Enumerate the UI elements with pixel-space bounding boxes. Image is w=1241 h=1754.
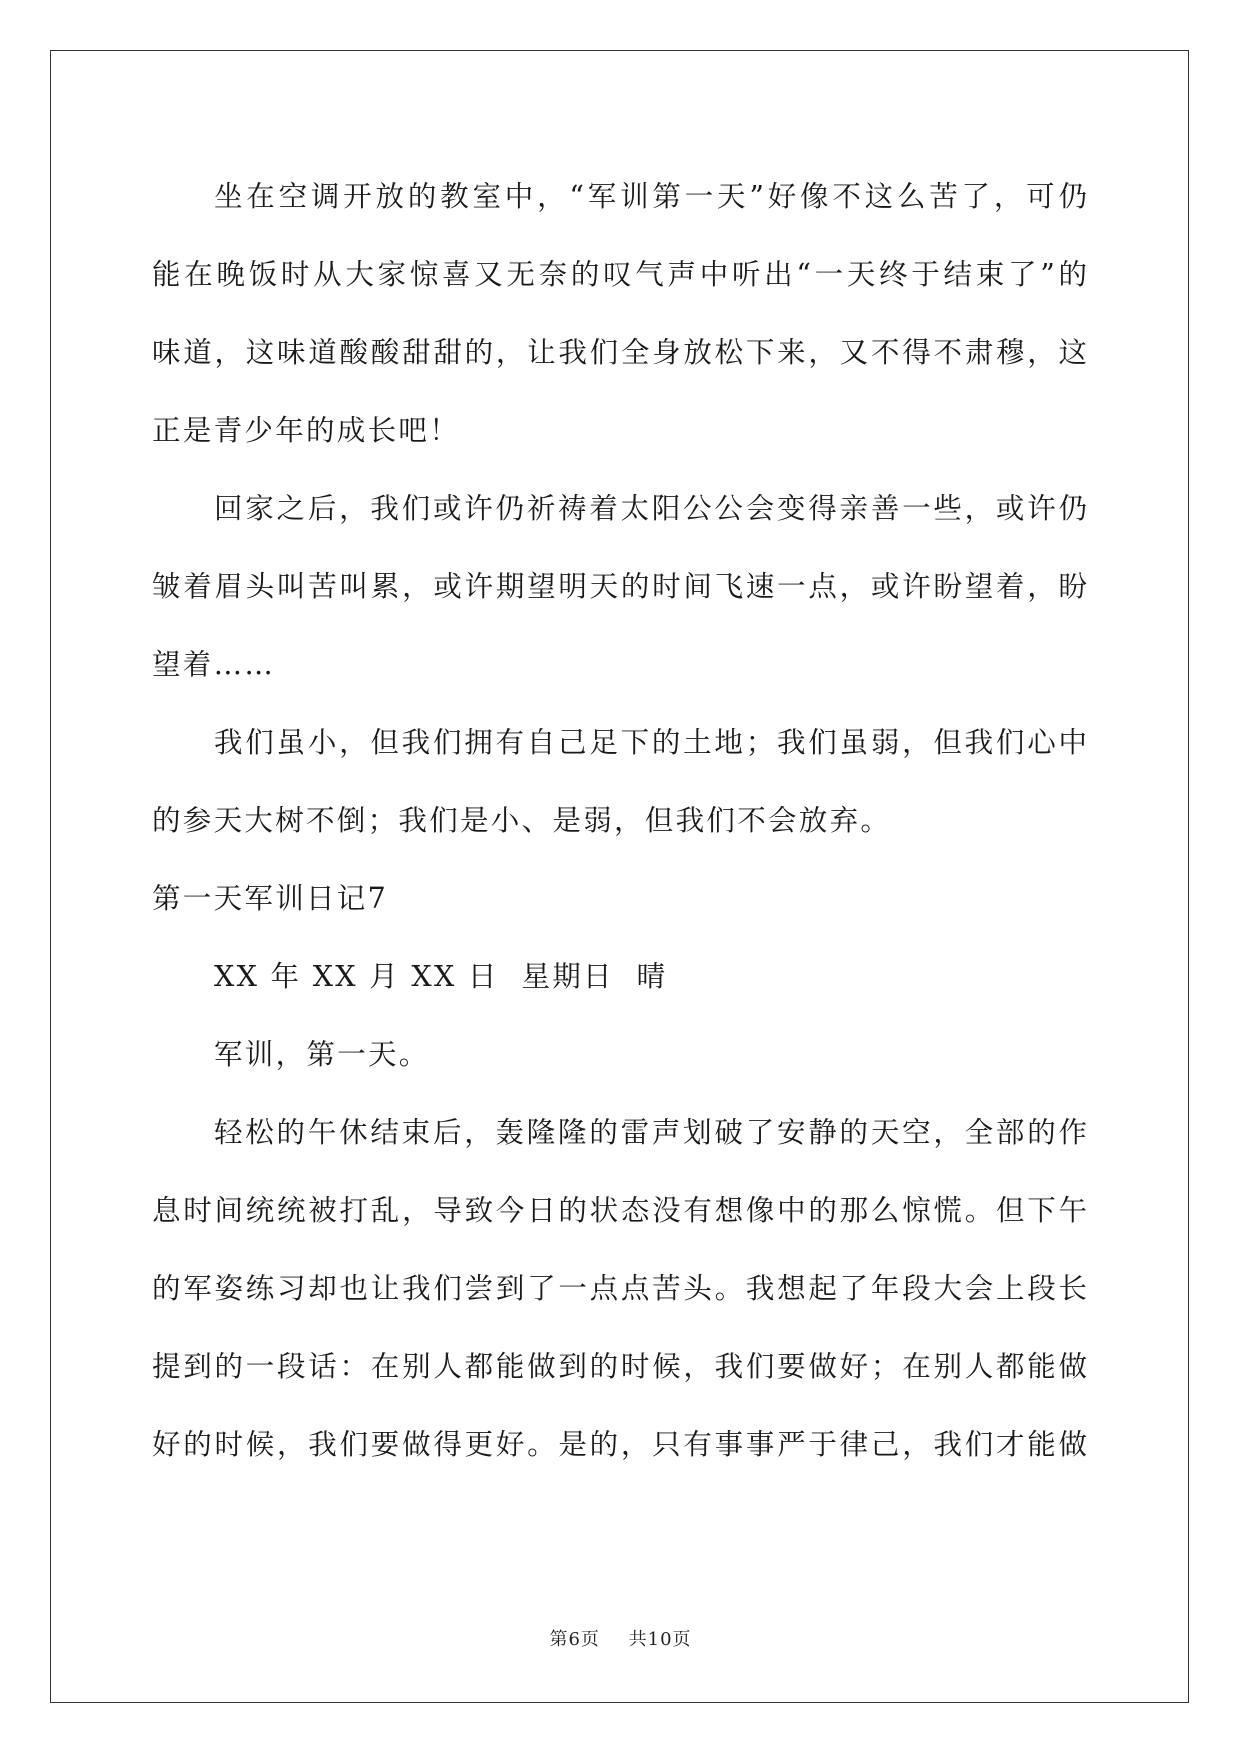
- paragraph-2-line-1: 回家之后，我们或许仍祈祷着太阳公公会变得亲善一些，或许仍: [214, 492, 1087, 525]
- paragraph-1-line-1: 坐在空调开放的教室中，“军训第一天”好像不这么苦了，可仍: [214, 180, 1087, 213]
- document-body: [152, 158, 1087, 1484]
- page-footer: [0, 1625, 1241, 1651]
- paragraph-2-line-3: 望着……: [152, 648, 276, 681]
- paragraph-4-line-5: 好的时候，我们要做得更好。是的，只有事事严于律己，我们才能做: [152, 1428, 1087, 1461]
- paragraph-4-line-2: 息时间统统被打乱，导致今日的状态没有想像中的那么惊慌。但下午: [152, 1194, 1087, 1227]
- section-title: 第一天军训日记7: [152, 882, 389, 915]
- paragraph-3-line-2: 的参天大树不倒；我们是小、是弱，但我们不会放弃。: [152, 804, 892, 837]
- paragraph-2-line-2: 皱着眉头叫苦叫累，或许期望明天的时间飞速一点，或许盼望着，盼: [152, 570, 1087, 603]
- page-total: 共10页: [628, 1629, 692, 1650]
- paragraph-4-line-4: 提到的一段话：在别人都能做到的时候，我们要做好；在别人都能做: [152, 1350, 1087, 1383]
- paragraph-1-line-2: 能在晚饭时从大家惊喜又无奈的叹气声中听出“一天终于结束了”的: [152, 258, 1087, 291]
- paragraph-3-line-1: 我们虽小，但我们拥有自己足下的土地；我们虽弱，但我们心中: [214, 726, 1087, 759]
- paragraph-4-line-1: 轻松的午休结束后，轰隆隆的雷声划破了安静的天空，全部的作: [214, 1116, 1087, 1149]
- intro-line: 军训，第一天。: [214, 1038, 430, 1071]
- paragraph-1-line-4: 正是青少年的成长吧！: [152, 414, 461, 447]
- date-line: XX 年 XX 月 XX 日 星期日 晴: [214, 960, 668, 993]
- paragraph-4-line-3: 的军姿练习却也让我们尝到了一点点苦头。我想起了年段大会上段长: [152, 1272, 1087, 1305]
- paragraph-1-line-3: 味道，这味道酸酸甜甜的，让我们全身放松下来，又不得不肃穆，这: [152, 336, 1087, 369]
- page-number: 第6页: [549, 1629, 600, 1650]
